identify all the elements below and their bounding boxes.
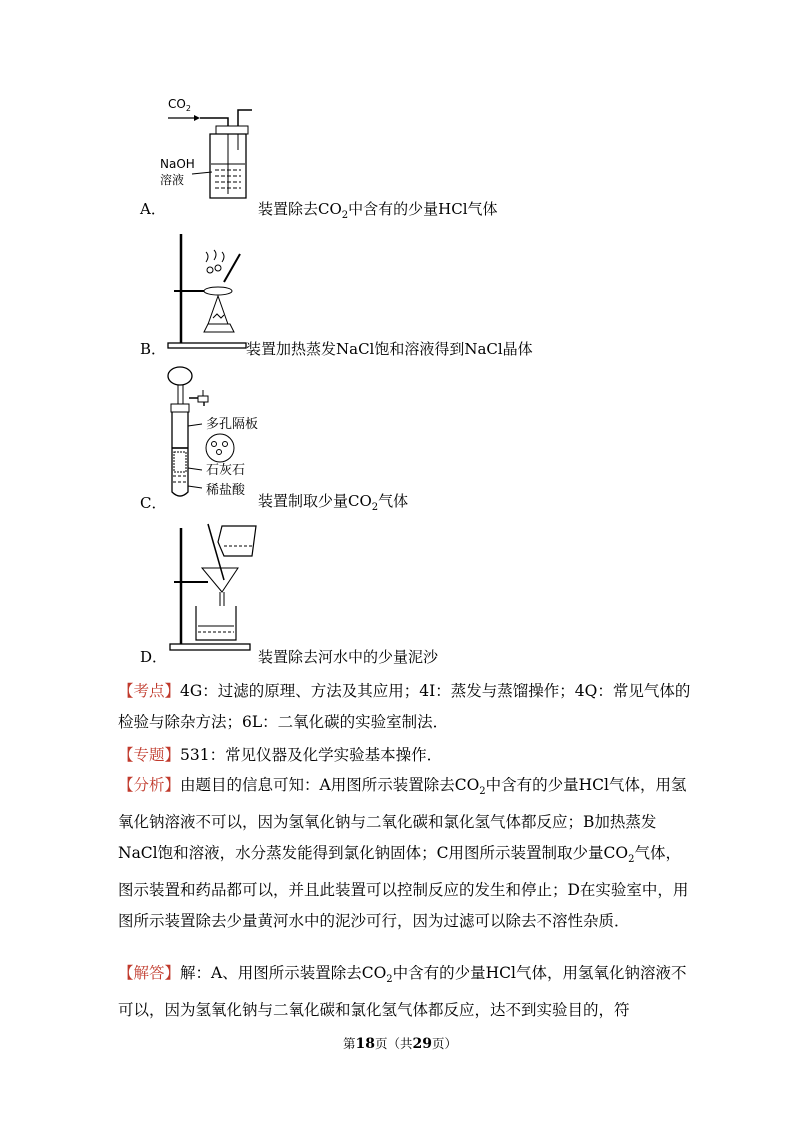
figure-a-gas-washing-bottle [160, 92, 260, 207]
figa-reagent-line2: 溶液 [160, 173, 185, 187]
fenxi-tag: 【分析】 [118, 776, 181, 794]
option-a-letter: A． [140, 200, 166, 218]
figure-c-co2-generator [162, 366, 262, 502]
jieda-section: 【解答】解：A、用图所示装置除去$CO_2$中含有的少量HCl气体，用氢氧化钠溶液不可以，因为氢氧化钠与二氧化碳和氯化氢气体都反应，达不到实验目的，符 [118, 964, 687, 1020]
jieda-text-1: 解：A、用图所示装置除去CO [180, 964, 387, 982]
page-total: 29 [412, 1036, 432, 1052]
figa-gas-label: $CO_2$ [168, 97, 191, 113]
fenxi-section: 【分析】由题目的信息可知：A用图所示装置除去$CO_2$中含有的少量HCl气体，用氢氧化钠溶液不可以，因为氢氧化钠与二氧化碳和氯化氢气体都反应；B加热蒸发NaCl饱和溶液，水分蒸发能得到氯化钠固体；C用图所示装置制取少量$CO_2$气体，图示装置和药品都可以，并且此装置可以控制反应的发生和停止；D在实验室中，用图所示装置除去少量黄河水中的泥沙可行，因为过滤可以除去不溶性杂质． [118, 776, 689, 931]
zhuanti-text: 531：常见仪器及化学实验基本操作． [180, 746, 443, 764]
fenxi-text-2: 中含有的少量HCl气体，用氢氧化钠溶液不可以，因为氢氧化钠与二氧化碳和氯化氢气体都反应；B加热蒸发NaCl饱和溶液，水分蒸发能得到氯化钠固体；C用图所示装置制取少量CO [118, 776, 687, 863]
option-c-text: 装置制取少量$CO_2$气体 [258, 492, 409, 513]
option-d-letter: D． [140, 648, 168, 666]
figc-label-plate: 多孔隔板 [206, 417, 259, 432]
page-footer: 第18页（共29页） [342, 1036, 457, 1052]
jieda-tag: 【解答】 [118, 964, 181, 982]
zhuanti-section [118, 740, 693, 771]
figc-label-limestone: 石灰石 [206, 463, 246, 478]
option-c-letter: C． [140, 494, 167, 512]
option-b-letter: B． [140, 340, 167, 358]
page-number: 18 [355, 1036, 375, 1052]
option-a-text: 装置除去$CO_2$中含有的少量HCl气体 [258, 200, 498, 221]
kaodian-tag: 【考点】 [118, 682, 181, 700]
zhuanti-tag: 【专题】 [118, 746, 181, 764]
figa-reagent-line1: NaOH [160, 157, 195, 171]
kaodian-section [118, 676, 693, 738]
figure-b-evaporation-setup [166, 232, 250, 350]
jieda-text-2: 中含有的少量HCl气体，用氢氧化钠溶液不可以，因为氢氧化钠与二氧化碳和氯化氢气体都反应，达不到实验目的，符 [118, 964, 687, 1020]
kaodian-text: 4G：过滤的原理、方法及其应用；4I：蒸发与蒸馏操作；4Q：常见气体的检验与除杂方法；6L：二氧化碳的实验室制法． [118, 682, 691, 731]
figure-d-filtration-setup [168, 522, 264, 652]
figc-label-acid: 稀盐酸 [206, 483, 246, 498]
option-d-text: 装置除去河水中的少量泥沙 [258, 648, 439, 666]
fenxi-text-3: 气体，图示装置和药品都可以，并且此装置可以控制反应的发生和停止；D在实验室中，用图所示装置除去少量黄河水中的泥沙可行，因为过滤可以除去不溶性杂质． [118, 844, 689, 931]
option-b-text: 装置加热蒸发NaCl饱和溶液得到NaCl晶体 [246, 340, 533, 358]
fenxi-text-1: 由题目的信息可知：A用图所示装置除去CO [180, 776, 480, 794]
